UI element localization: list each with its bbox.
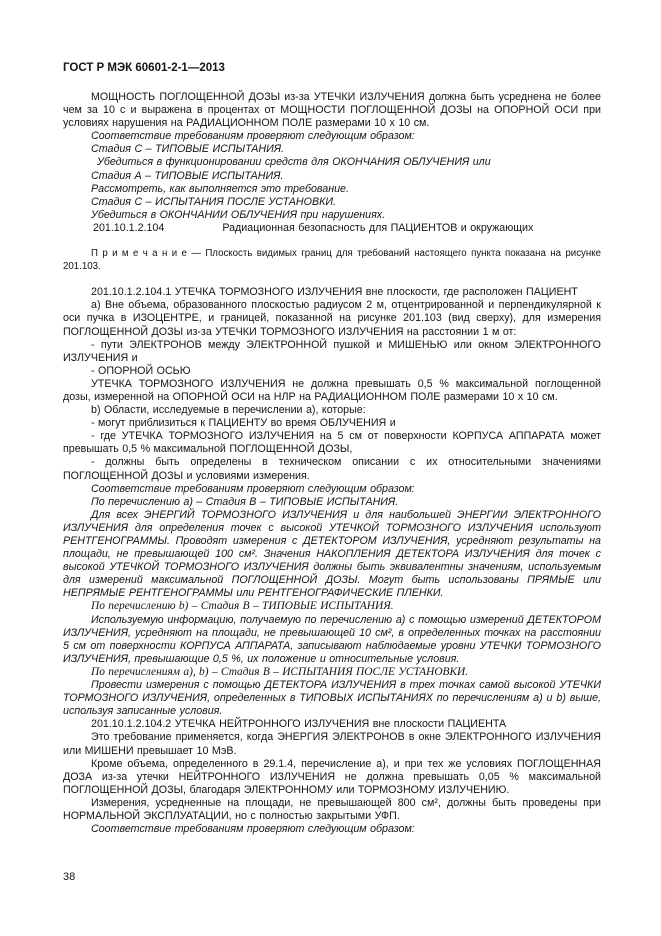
- para-dash-approach-patient: - могут приблизиться к ПАЦИЕНТУ во время ОБЛУЧЕНИЯ и: [91, 417, 396, 430]
- para-dash-electron-path: - пути ЭЛЕКТРОНОВ между ЭЛЕКТРОННОЙ пушкой и МИШЕНЬЮ или окном ЭЛЕКТРОННОГО ИЗЛУЧЕНИЯ и: [63, 338, 601, 364]
- para-verify-irradiation-end: Убедиться в ОКОНЧАНИИ ОБЛУЧЕНИЯ при нарушениях.: [91, 208, 386, 221]
- para-energies-test: Для всех ЭНЕРГИЙ ТОРМОЗНОГО ИЗЛУЧЕНИЯ и для наибольшей ЭНЕРГИИ ЭЛЕКТРОННОГО ИЗЛУЧЕНИЯ для определения точек с высокой УТЕЧКОЙ ТОРМОЗНОГО ИЗЛУЧЕНИЯ используют РЕНТГЕНОГРАММЫ. Проводят измерения с ДЕТЕКТОРОМ ИЗЛУЧЕНИЯ, усредняют результаты на площади, не превышающей 100 см². Значения НАКОПЛЕНИЯ ДЕТЕКТОРА ИЗЛУЧЕНИЯ для точек с высокой УТЕЧКОЙ ТОРМОЗНОГО ИЗЛУЧЕНИЯ должны быть эквивалентны значениям, используемым для измерений максимальной ПОГЛОЩЕННОЙ ДОЗЫ. Могут быть использованы ПРЯМЫЕ или НЕПРЯМЫЕ РЕНТГЕНОГРАММЫ или РЕНТГЕНОГРАФИЧЕСКИЕ ПЛЕНКИ.: [63, 508, 601, 600]
- para-info-used: Используемую информацию, получаемую по перечислению а) с помощью измерений ДЕТЕКТОРОМ ИЗЛУЧЕНИЯ, усредняют на площади, не превышающей 10 см², в определенных точках на расстоянии 5 см от поверхности КОРПУСА АППАРАТА, записывают наблюдаемые уровни УТЕЧКИ ТОРМОЗНОГО ИЗЛУЧЕНИЯ, превышающие 0,5 %, их положение и относительные условия.: [63, 613, 601, 665]
- para-items-ab-stage-b: По перечислениям а), b) – Стадия В – ИСПЫТАНИЯ ПОСЛЕ УСТАНОВКИ.: [91, 665, 469, 678]
- para-stage-c-type-tests: Стадия С – ТИПОВЫЕ ИСПЫТАНИЯ.: [91, 143, 285, 156]
- para-dash-5cm-surface: - где УТЕЧКА ТОРМОЗНОГО ИЗЛУЧЕНИЯ на 5 см от поверхности КОРПУСА АППАРАТА может превышать 0,5 % максимальной ПОГЛОЩЕННОЙ ДОЗЫ,: [63, 430, 601, 456]
- para-requirement-applies: Это требование применяется, когда ЭНЕРГИЯ ЭЛЕКТРОНОВ в окне ЭЛЕКТРОННОГО ИЗЛУЧЕНИЯ или МИШЕНИ превышает 10 МэВ.: [63, 731, 601, 757]
- para-stage-c-site-tests: Стадия С – ИСПЫТАНИЯ ПОСЛЕ УСТАНОВКИ.: [91, 195, 336, 208]
- document-header: ГОСТ Р МЭК 60601-2-1—2013: [63, 62, 225, 74]
- para-consider-requirement: Рассмотреть, как выполняется это требование.: [91, 182, 349, 195]
- para-absorbed-dose-rate: МОЩНОСТЬ ПОГЛОЩЕННОЙ ДОЗЫ из-за УТЕЧКИ ИЗЛУЧЕНИЯ должна быть усреднена не более чем за 10 с и выражена в процентах от МОЩНОСТИ ПОГЛОЩЕННОЙ ДОЗЫ на ОПОРНОЙ ОСИ при условиях нарушения на РАДИАЦИОННОМ ПОЛЕ размерами 10 х 10 см.: [63, 91, 601, 130]
- para-neutron-limit: Кроме объема, определенного в 29.1.4, перечисление а), и при тех же условиях ПОГЛОЩЕННАЯ ДОЗА из-за утечки НЕЙТРОННОГО ИЗЛУЧЕНИЯ не должна превышать 0,05 % максимальной ПОГЛОЩЕННОЙ ДОЗЫ, благодаря ЭЛЕКТРОННОМУ или ТОРМОЗНОМУ ИЗЛУЧЕНИЮ.: [63, 757, 601, 796]
- para-dash-tech-description: - должны быть определены в техническом описании с их относительными значениями ПОГЛОЩЕННОЙ ДОЗЫ и условиями измерения.: [63, 456, 601, 482]
- para-compliance-check-2: Соответствие требованиям проверяют следующим образом:: [91, 482, 415, 495]
- para-stage-a-type-tests: Стадия А – ТИПОВЫЕ ИСПЫТАНИЯ.: [91, 169, 284, 182]
- para-item-b-stage-b: По перечислению b) – Стадия В – ТИПОВЫЕ ИСПЫТАНИЯ.: [91, 600, 394, 613]
- para-measurements-800: Измерения, усредненные на площади, не превышающей 800 см², должны быть проведены при НОРМАЛЬНОЙ ЭКСПЛУАТАЦИИ, но с полностью закрытыми УФП.: [63, 796, 601, 822]
- para-item-b: b) Области, исследуемые в перечислении а), которые:: [91, 404, 366, 417]
- clause-heading-201-10-1-2-104-1: 201.10.1.2.104.1 УТЕЧКА ТОРМОЗНОГО ИЗЛУЧЕНИЯ вне плоскости, где расположен ПАЦИЕНТ: [91, 286, 578, 299]
- clause-number: 201.10.1.2.104: [93, 221, 165, 234]
- para-compliance-check: Соответствие требованиям проверяют следующим образом:: [91, 130, 415, 143]
- para-verify-termination: Убедиться в функционировании средств для ОКОНЧАНИЯ ОБЛУЧЕНИЯ или: [97, 156, 491, 169]
- para-note: П р и м е ч а н и е — Плоскость видимых границ для требований настоящего пункта показана на рисунке 201.103.: [63, 248, 601, 272]
- para-compliance-check-3: Соответствие требованиям проверяют следующим образом:: [91, 823, 415, 836]
- para-leakage-limit: УТЕЧКА ТОРМОЗНОГО ИЗЛУЧЕНИЯ не должна превышать 0,5 % максимальной поглощенной дозы, измеренной на ОПОРНОЙ ОСИ на НЛР на РАДИАЦИОННОМ ПОЛЕ размерами 10 х 10 см.: [63, 377, 601, 403]
- clause-title: Радиационная безопасность для ПАЦИЕНТОВ и окружающих: [222, 221, 534, 234]
- para-three-points: Провести измерения с помощью ДЕТЕКТОРА ИЗЛУЧЕНИЯ в трех точках самой высокой УТЕЧКИ ТОРМОЗНОГО ИЗЛУЧЕНИЯ, определенных в ТИПОВЫХ ИСПЫТАНИЯХ по перечислениям а) и b) выше, используя записанные условия.: [63, 679, 601, 718]
- clause-heading-201-10-1-2-104: [63, 222, 601, 235]
- para-item-a: а) Вне объема, образованного плоскостью радиусом 2 м, отцентрированной и перпендикулярной к оси пучка в ИЗОЦЕНТРЕ, и границей, показанной на рисунке 201.103 (вид сверху), для измерения ПОГЛОЩЕННОЙ ДОЗЫ из-за УТЕЧКИ ТОРМОЗНОГО ИЗЛУЧЕНИЯ на расстоянии 1 м от:: [63, 299, 601, 338]
- page-number: 38: [63, 871, 76, 883]
- para-dash-reference-axis: - ОПОРНОЙ ОСЬЮ: [91, 364, 191, 377]
- document-body: [63, 91, 601, 836]
- para-item-a-stage-b: По перечислению а) – Стадия В – ТИПОВЫЕ ИСПЫТАНИЯ.: [91, 495, 399, 508]
- clause-heading-201-10-1-2-104-2: 201.10.1.2.104.2 УТЕЧКА НЕЙТРОННОГО ИЗЛУЧЕНИЯ вне плоскости ПАЦИЕНТА: [91, 718, 507, 731]
